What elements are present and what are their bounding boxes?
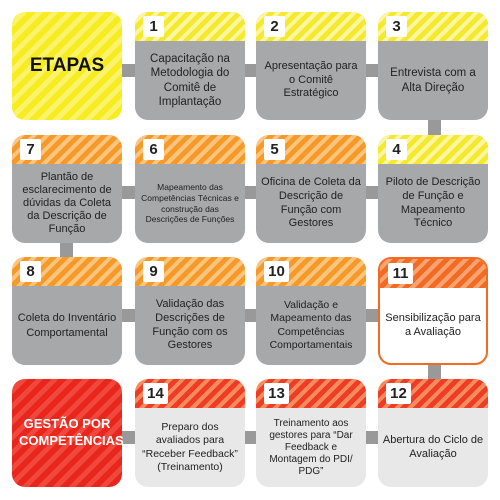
step-number: 9 — [143, 261, 164, 282]
step-text: Entrevista com a Alta Direção — [390, 67, 476, 94]
step-number: 12 — [386, 383, 411, 404]
step-number: 5 — [264, 139, 285, 160]
step-text: Validação e Mapeamento das Competências Comportamentais — [269, 299, 353, 351]
step-text: Preparo dos avaliados para “Receber Feedback” (Treinamento) — [142, 421, 238, 473]
step-number: 13 — [264, 383, 289, 404]
step-text: Validação das Descrições de Função com os Gestores — [152, 298, 228, 352]
step-text: Apresentação para o Comitê Estratégico — [264, 59, 358, 100]
gestao-text: GESTÃO POR COMPETÊNCIAS — [19, 416, 124, 448]
step-7 — [12, 135, 122, 243]
step-number: 8 — [20, 261, 41, 282]
step-14 — [135, 379, 245, 487]
step-text: Capacitação na Metodologia do Comitê de Implantação — [150, 52, 230, 108]
step-11 — [378, 257, 488, 365]
step-12 — [378, 379, 488, 487]
step-number: 3 — [386, 16, 407, 37]
step-text: Mapeamento das Competências Técnicas e construção das Descrições de Funções — [141, 182, 239, 225]
step-6 — [135, 135, 245, 243]
step-text: Coleta do Inventário Comportamental — [17, 312, 117, 339]
step-text: Piloto de Descrição de Função e Mapeamento Técnico — [385, 176, 481, 230]
step-number: 14 — [143, 383, 168, 404]
step-text: Plantão de esclarecimento de dúvidas da Coleta da Descrição de Função — [22, 170, 112, 236]
step-5 — [256, 135, 366, 243]
etapas-text: ETAPAS — [29, 55, 105, 76]
step-4 — [378, 135, 488, 243]
etapas-label — [12, 12, 122, 120]
step-text: Oficina de Coleta da Descrição de Função com Gestores — [261, 176, 361, 230]
step-9 — [135, 257, 245, 365]
step-13 — [256, 379, 366, 487]
step-text: Abertura do Ciclo de Avaliação — [382, 433, 484, 460]
step-3 — [378, 12, 488, 120]
step-number: 2 — [264, 16, 285, 37]
step-number: 11 — [388, 263, 413, 284]
step-number: 6 — [143, 139, 164, 160]
step-number: 10 — [264, 261, 289, 282]
step-text: Treinamento aos gestores para “Dar Feedback e Montagem do PDI/ PDG” — [269, 417, 353, 477]
step-2 — [256, 12, 366, 120]
step-number: 1 — [143, 16, 164, 37]
step-10 — [256, 257, 366, 365]
step-1 — [135, 12, 245, 120]
step-8 — [12, 257, 122, 365]
step-text: Sensibilização para a Avaliação — [385, 311, 481, 338]
step-number: 4 — [386, 139, 407, 160]
gestao-label — [12, 379, 122, 487]
step-number: 7 — [20, 139, 41, 160]
